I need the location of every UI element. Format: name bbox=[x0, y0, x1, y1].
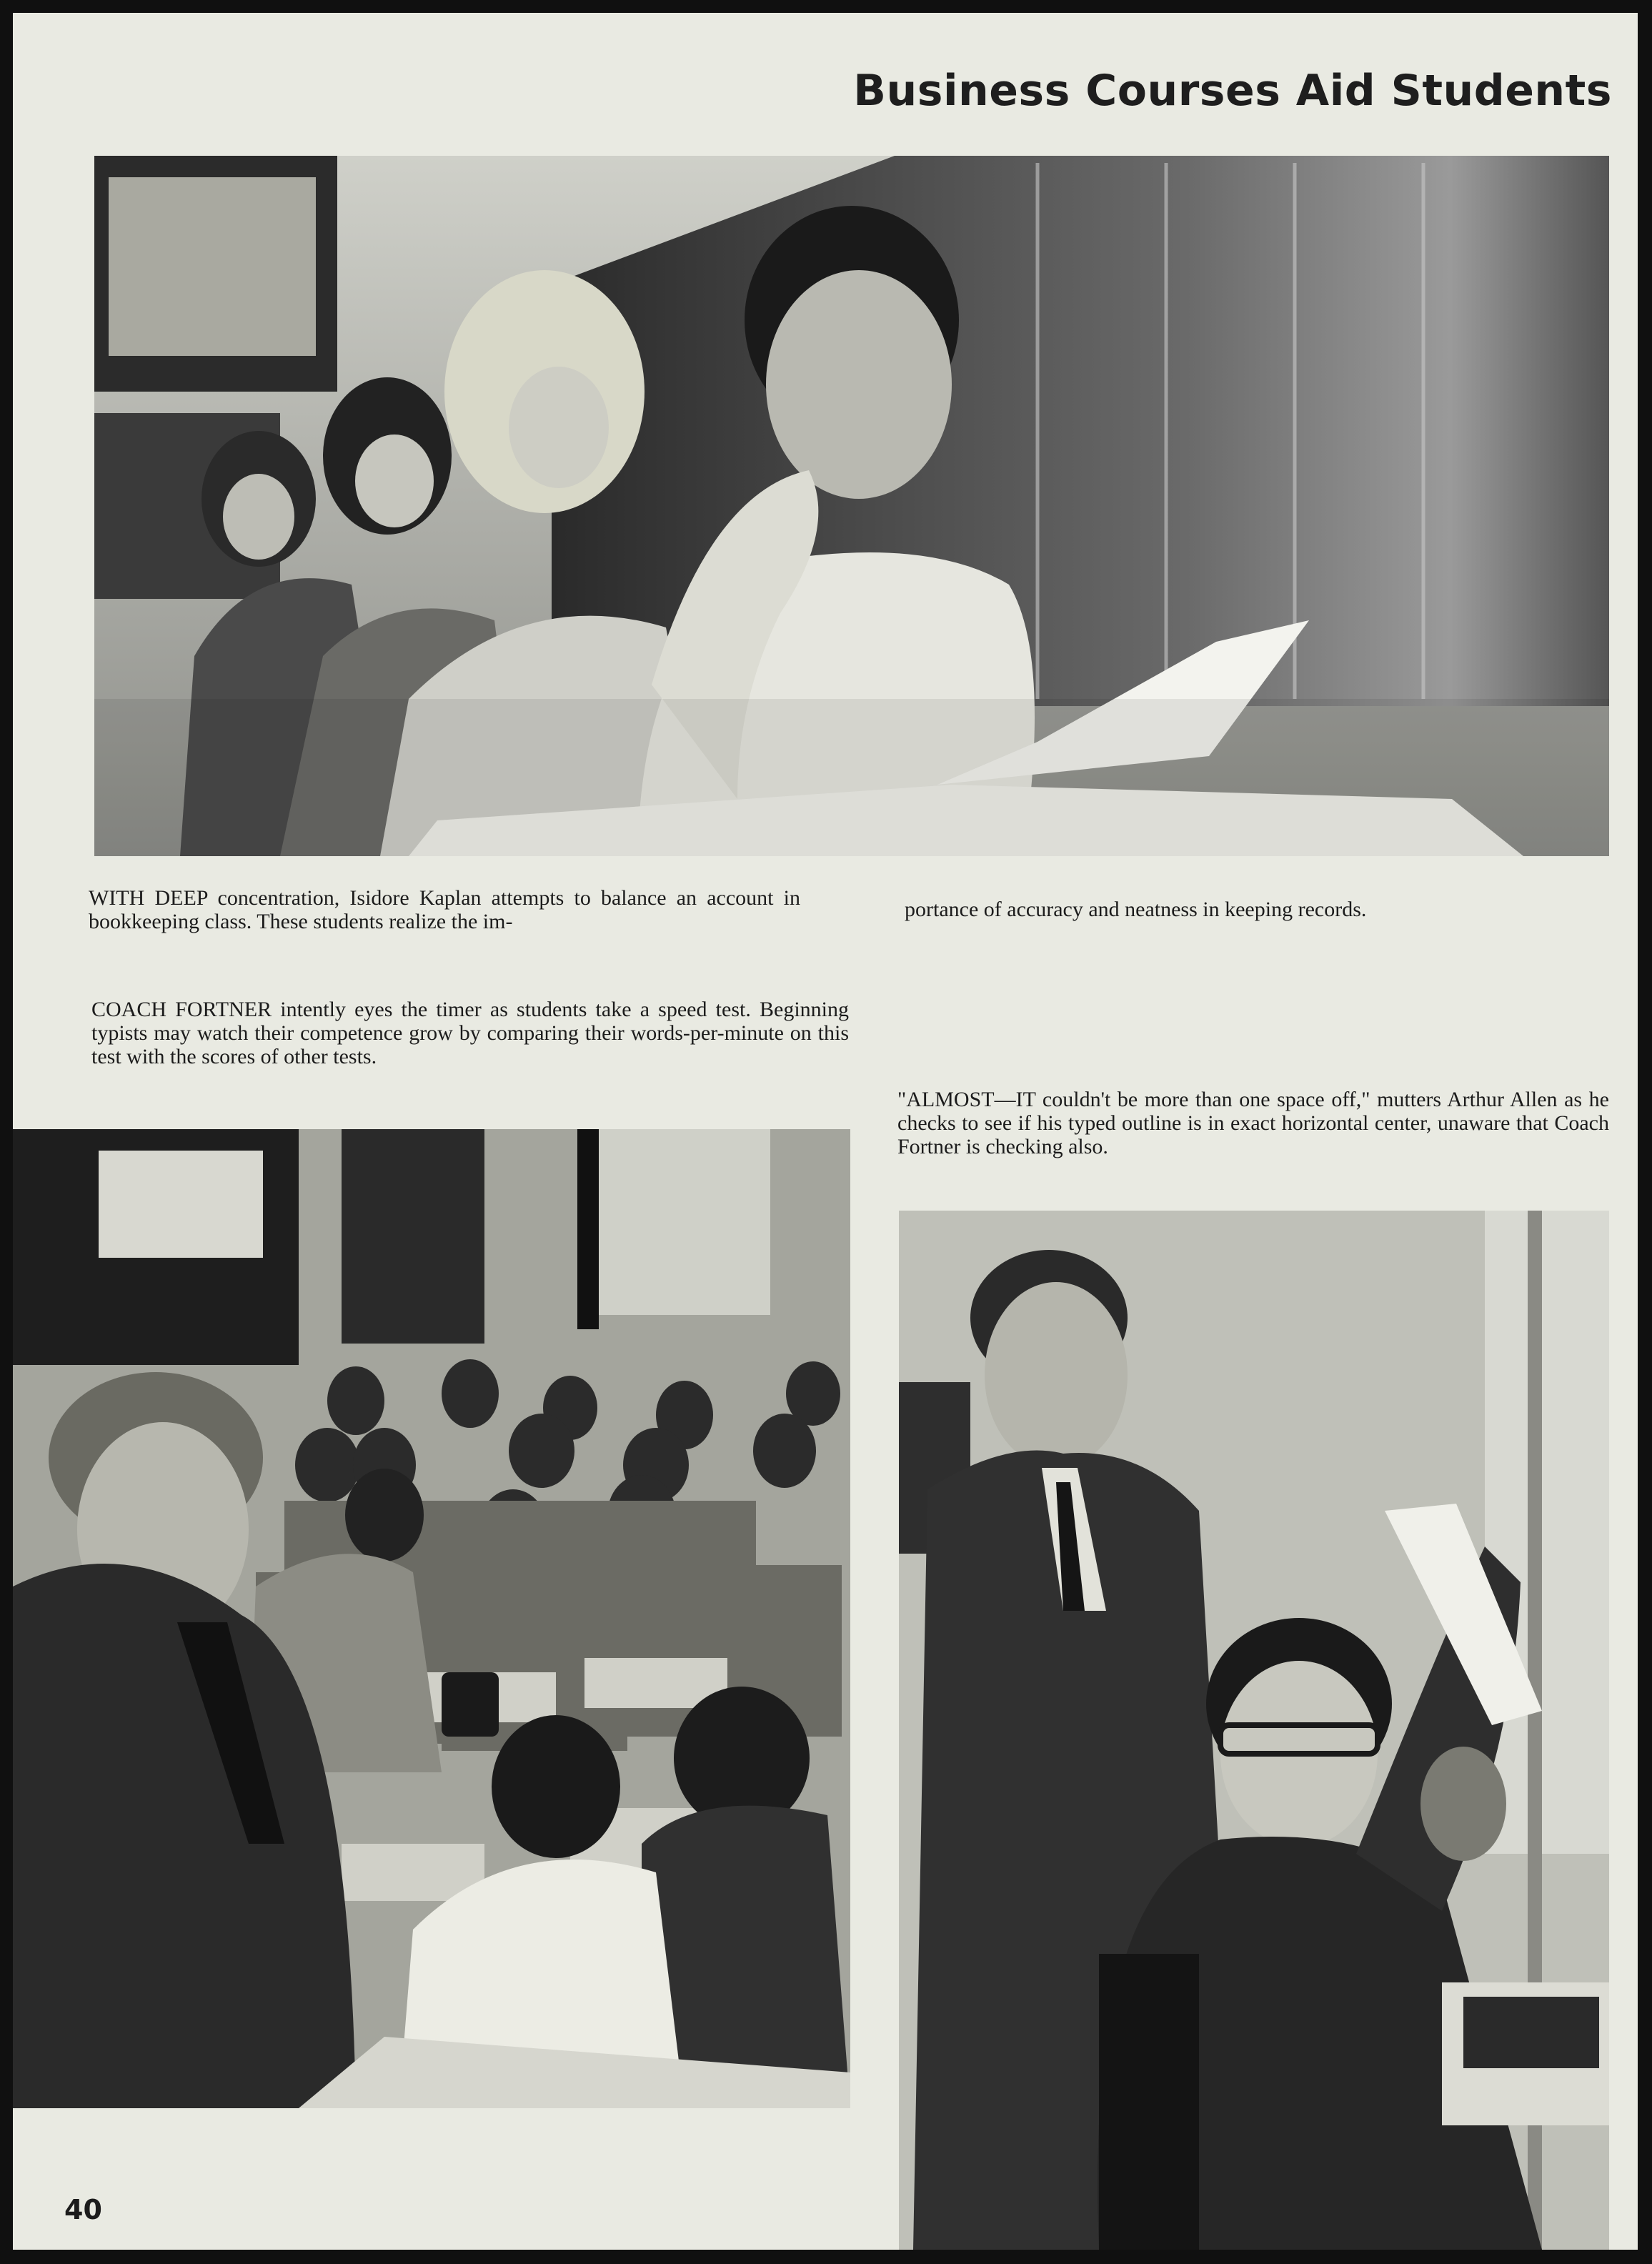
page-number: 40 bbox=[64, 2194, 102, 2225]
yearbook-page bbox=[13, 13, 1638, 2250]
caption-typing-outline: "ALMOST—IT couldn't be more than one space off," mutters Arthur Allen as he checks to see if his typed outline is in exact horizontal center, unaware that Coach Fortner is checking also. bbox=[897, 1088, 1609, 1158]
typing-class-photo bbox=[13, 1129, 850, 2108]
bookkeeping-class-photo bbox=[94, 156, 1609, 856]
page-title: Business Courses Aid Students bbox=[853, 66, 1612, 116]
caption-bookkeeping-continued: portance of accuracy and neatness in keeping records. bbox=[905, 898, 1367, 921]
outline-check-photo bbox=[899, 1211, 1609, 2250]
caption-bookkeeping: WITH DEEP concentration, Isidore Kaplan attempts to balance an account in bookkeeping class. These students realize the im- bbox=[89, 886, 800, 933]
caption-speed-test: COACH FORTNER intently eyes the timer as students take a speed test. Beginning typists may watch their competence grow by comparing their words-per-minute on this test with the scores of other tests. bbox=[91, 998, 849, 1068]
